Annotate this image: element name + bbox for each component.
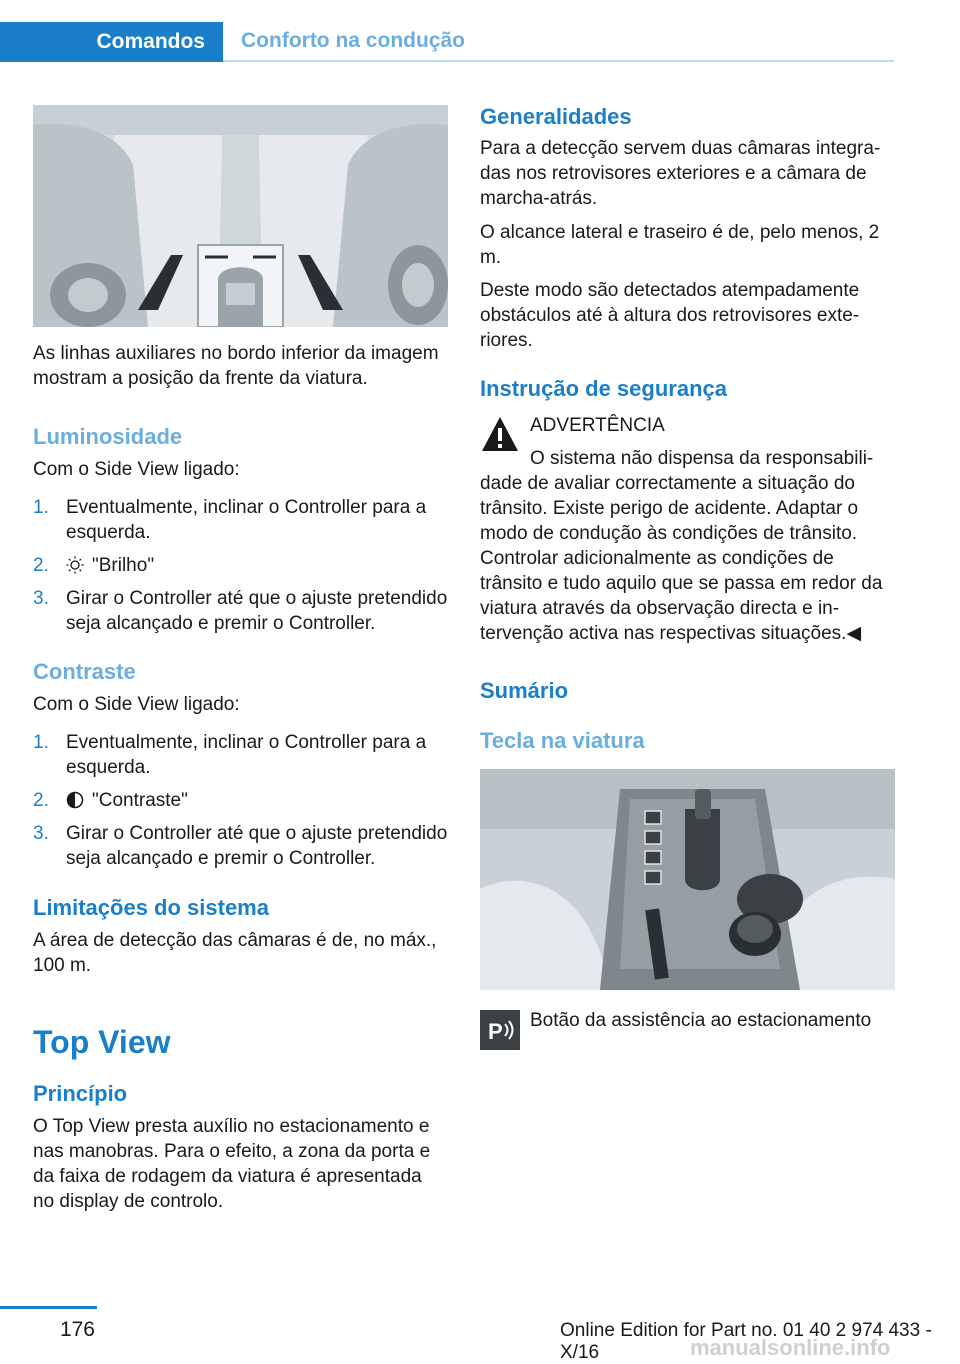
list-item: 2. "Brilho" xyxy=(33,555,155,576)
luminosidade-heading: Luminosidade xyxy=(33,424,183,449)
watermark: manualsonline.info xyxy=(690,1335,891,1360)
header-tab-conforto: Conforto na condução xyxy=(223,22,894,62)
tecla-subheading: Tecla na viatura xyxy=(480,728,645,753)
list-item: 2. "Contraste" xyxy=(33,790,188,811)
contraste-steps xyxy=(33,730,448,879)
topview-heading: Top View xyxy=(33,1024,171,1060)
topview-text: O Top View presta auxílio no estacionamento e nas manobras. Para o efeito, a zona da porta e da faixa de rodagem da viatura é apresentada no display de controlo. xyxy=(33,1116,431,1212)
list-item: 3. Girar o Controller até que o ajuste pretendido seja alcançado e premir o Controller. xyxy=(33,588,448,634)
parking-assist-caption: Botão da assistência ao estacionamento xyxy=(530,1010,872,1031)
list-item: 3. Girar o Controller até que o ajuste pretendido seja alcançado e premir o Controller. xyxy=(33,823,448,869)
sumario-heading: Sumário xyxy=(480,678,569,703)
generalidades-p3: Deste modo são detectados atempadamente obstáculos até à altura dos retrovisores exteriores. xyxy=(480,280,860,351)
parking-assist-button-icon xyxy=(480,1010,520,1050)
warning-text: O sistema não dispensa da responsabilidade de avaliar correctamente a situação do trânsito. Existe perigo de acidente. Adaptar o modo de condução às condições de trânsito. Controlar adicionalmente as condições de trânsito e tudo aquilo que se passa em redor da viatura através da observação directa e intervenção activa nas respectivas situações.◀ xyxy=(480,448,883,644)
page-number: 176 xyxy=(59,1318,95,1341)
figure1-caption: As linhas auxiliares no bordo inferior da imagem mostram a posição da frente da viatura. xyxy=(33,343,439,389)
generalidades-heading: Generalidades xyxy=(480,104,632,129)
luminosidade-intro: Com o Side View ligado: xyxy=(33,459,240,480)
header-tab-comandos: Comandos xyxy=(0,22,223,62)
list-item: 1. Eventualmente, inclinar o Controller para a esquerda. xyxy=(33,732,427,778)
contraste-heading: Contraste xyxy=(33,659,136,684)
contrast-icon xyxy=(66,791,84,809)
warning-title: ADVERTÊNCIA xyxy=(530,415,665,436)
generalidades-p2: O alcance lateral e traseiro é de, pelo menos, 2 m. xyxy=(480,222,880,268)
side-view-illustration xyxy=(33,105,448,327)
footer-divider xyxy=(0,1306,97,1309)
brightness-icon xyxy=(66,556,84,574)
svg-text:P: P xyxy=(488,1019,503,1044)
contraste-intro: Com o Side View ligado: xyxy=(33,694,240,715)
list-item: 1. Eventualmente, inclinar o Controller para a esquerda. xyxy=(33,497,427,543)
footer-edition: Online Edition for Part no. 01 40 2 974 433 - X/16 xyxy=(560,1320,932,1363)
seguranca-heading: Instrução de segurança xyxy=(480,376,727,401)
topview-subheading: Princípio xyxy=(33,1081,128,1106)
center-console-illustration xyxy=(480,769,895,990)
limitacoes-heading: Limitações do sistema xyxy=(33,895,269,920)
generalidades-p1: Para a detecção servem duas câmaras integradas nos retrovisores exteriores e a câmara de marcha-atrás. xyxy=(480,138,881,209)
limitacoes-text: A área de detecção das câmaras é de, no máx., 100 m. xyxy=(33,930,437,976)
luminosidade-steps xyxy=(33,495,448,644)
